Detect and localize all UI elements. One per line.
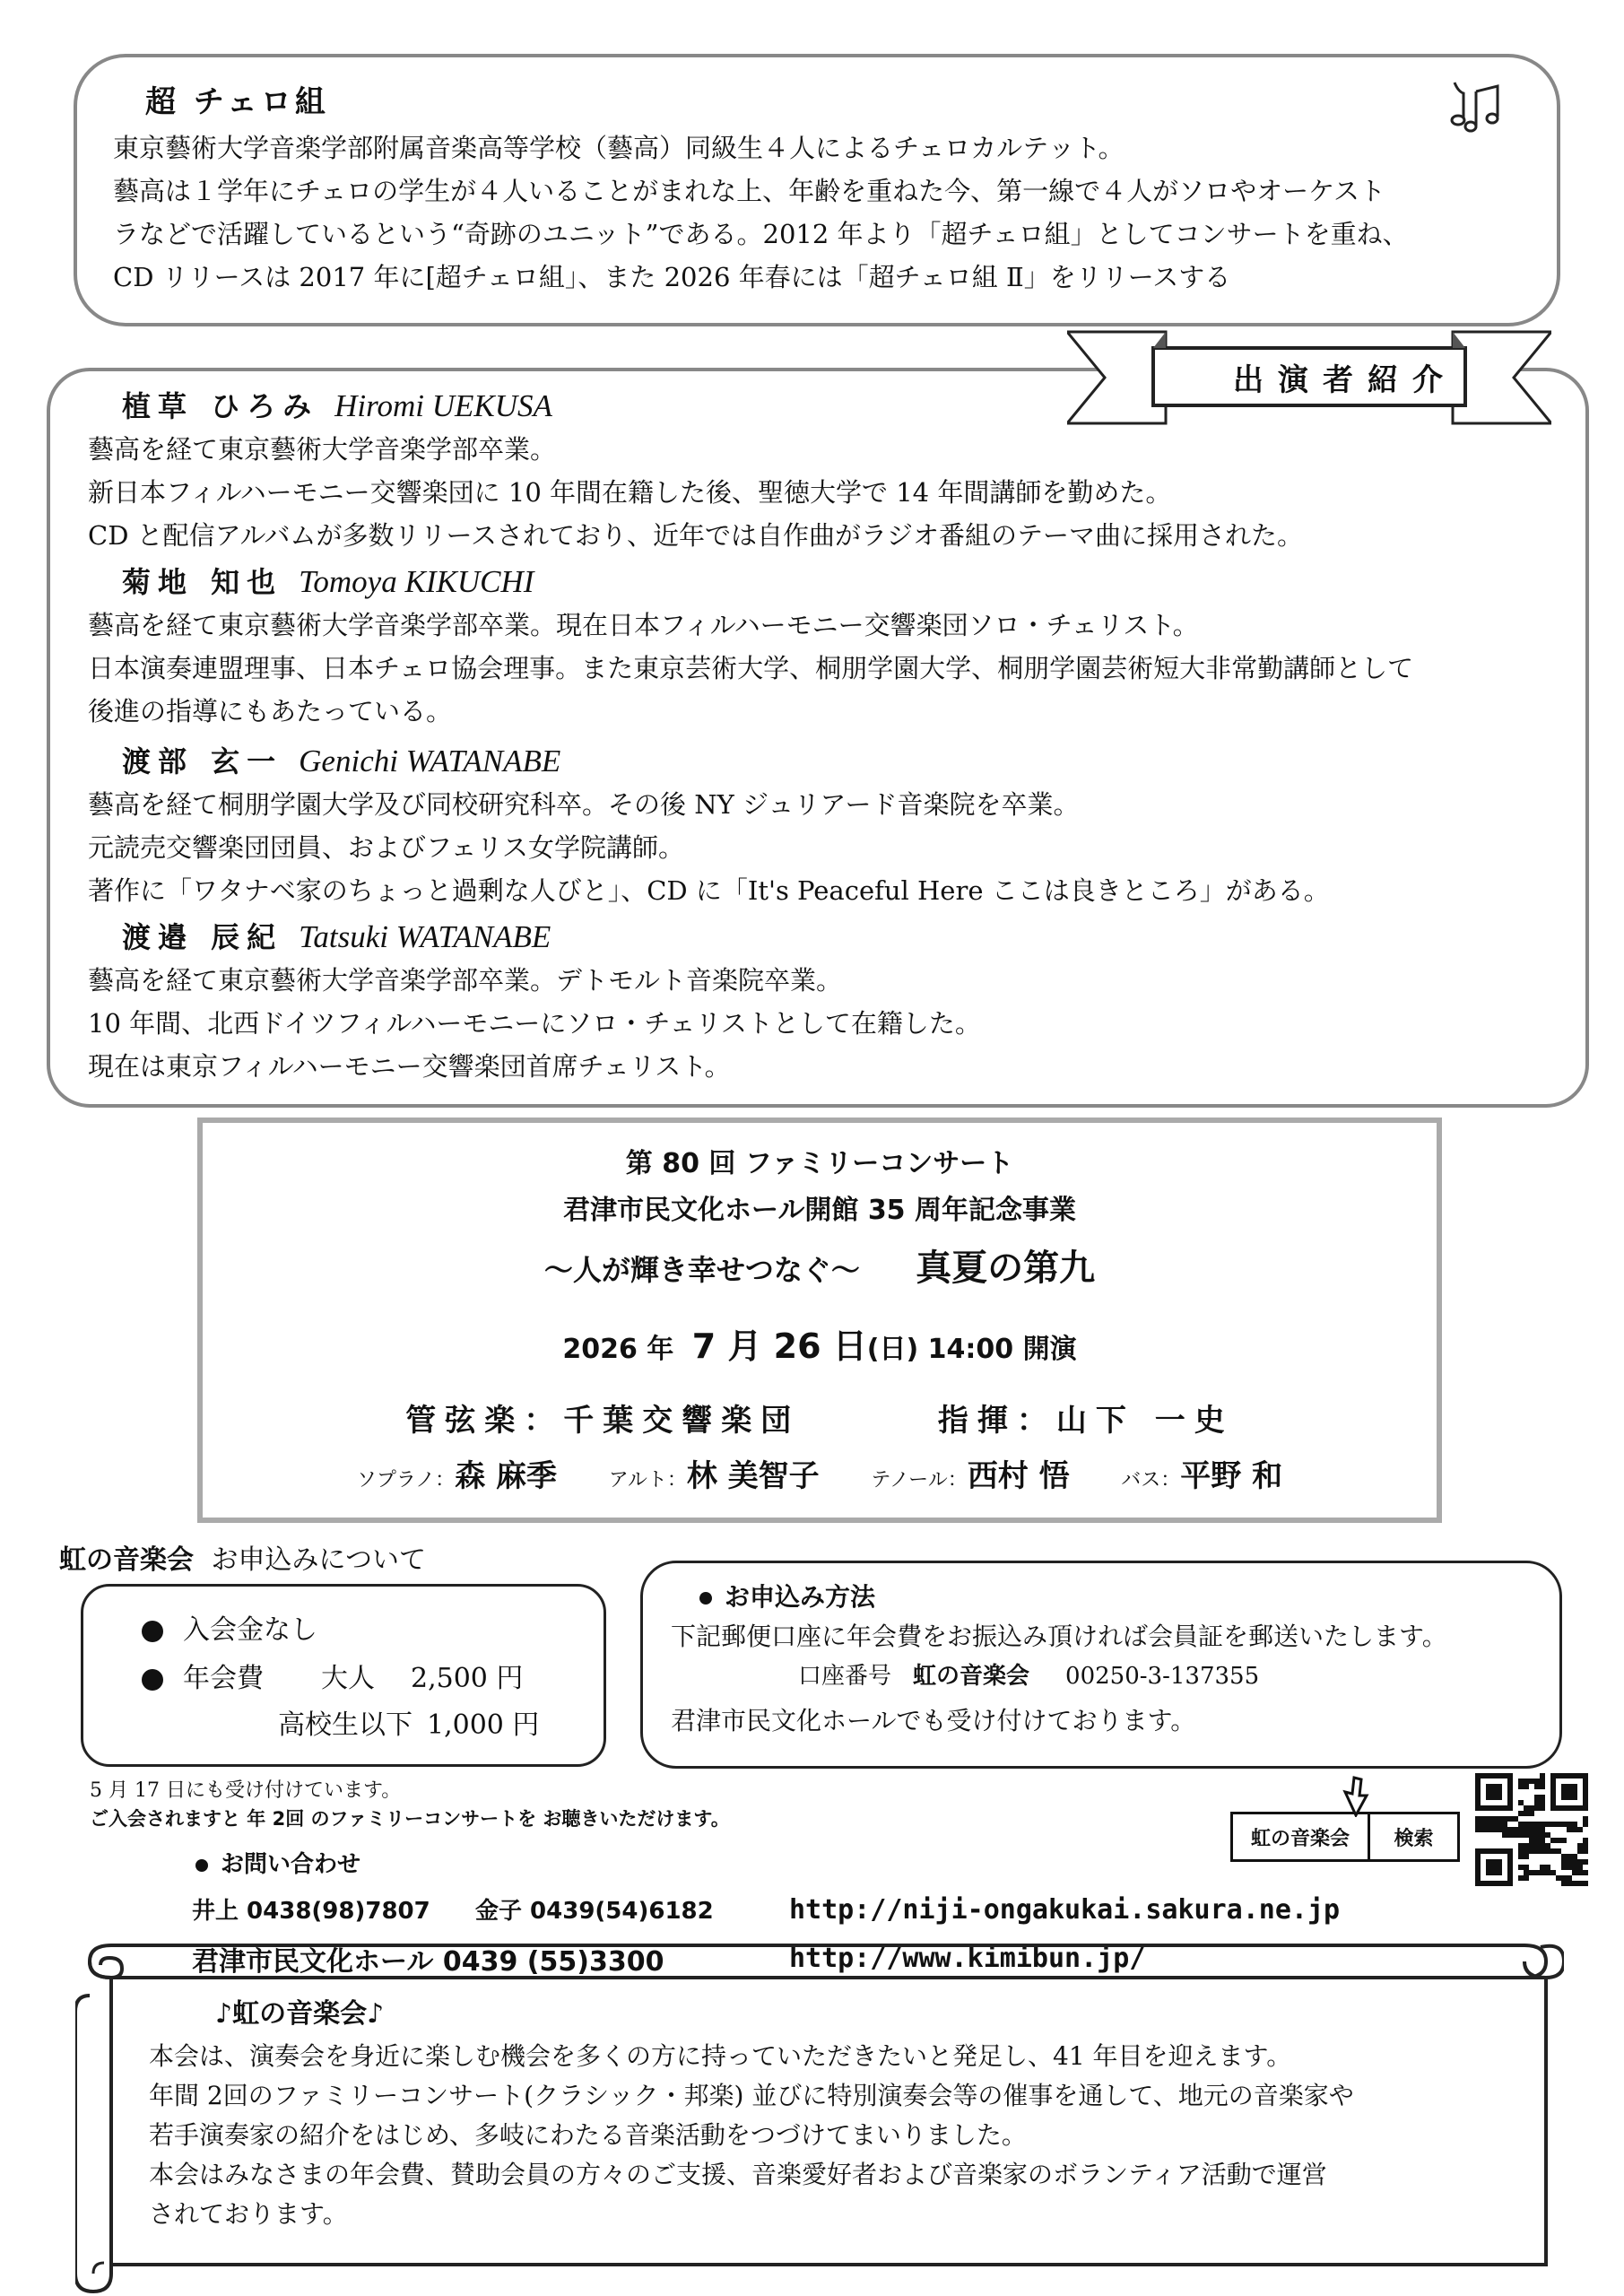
membership-note: 5 月 17 日にも受け付けています。 [90,1779,402,1802]
contact-title: お問い合わせ [195,1851,360,1879]
fee-student: 高校生以下 1,000 円 [278,1709,540,1741]
performer-bio-line: CD と配信アルバムが多数リリースされており、近年では自作曲がラジオ番組のテーマ曲に採用された。 [88,520,1304,551]
concert-title: 真夏の第九 [916,1248,1096,1289]
bullet-icon [699,1592,712,1605]
fee-annual: 年会費 大人 2,500 円 [142,1663,523,1695]
cello-group-line: 藝高は１学年にチェロの学生が４人いることがまれな上、年齢を重ねた今、第一線で４人がソロやオーケスト [113,176,1385,206]
cello-group-line: 東京藝術大学音楽学部附属音楽高等学校（藝高）同級生４人によるチェロカルテット。 [113,133,1125,163]
performers-banner-title: 出演者紹介 [1233,362,1457,398]
bullet-icon [142,1621,163,1642]
performer-bio-line: 著作に「ワタナベ家のちょっと過剰な人びと」、CD に「It's Peaceful Here ここは良きところ」がある。 [88,875,1330,906]
apply-line: 君津市民文化ホールでも受け付けております。 [671,1706,1196,1735]
about-line: 本会は、演奏会を身近に楽しむ機会を多くの方に持っていただきたいと発足し、41 年目を迎えます。 [149,2041,1292,2071]
cello-group-line: ラなどで活躍しているという“奇跡のユニット”である。2012 年より「超チェロ組」としてコンサートを重ね、 [113,219,1409,249]
hall-url-link[interactable]: http://www.kimibun.jp/ [789,1943,1146,1974]
performer-bio-line: 後進の指導にもあたっている。 [88,696,453,726]
about-line: 本会はみなさまの年会費、賛助会員の方々のご支援、音楽愛好者および音楽家のボランティア活動で運営 [149,2160,1327,2189]
performer-bio-line: 現在は東京フィルハーモニー交響楽団首席チェリスト。 [88,1051,731,1082]
membership-note: ご入会されますと 年 2回 のファミリーコンサートを お聴きいただけます。 [90,1808,730,1830]
bullet-icon [142,1669,163,1691]
apply-account: 口座番号 虹の音楽会 00250-3-137355 [798,1663,1260,1690]
concert-date: 2026 年 7 月 26 日(日) 14:00 開演 [562,1326,1077,1366]
conductor-name: 山下 一史 [1055,1403,1234,1439]
about-scroll-frame [75,1942,1564,2296]
about-line: されております。 [149,2199,348,2229]
contact-person: 井上 0438(98)7807 [192,1898,430,1925]
performer-name: 植草 ひろみ Hiromi UEKUSA [122,388,552,423]
performer-bio-line: 10 年間、北西ドイツフィルハーモニーにソロ・チェリストとして在籍した。 [88,1008,981,1039]
performer-bio-line: 藝高を経て東京藝術大学音楽学部卒業。現在日本フィルハーモニー交響楽団ソロ・チェリスト。 [88,610,1199,640]
performer-bio-line: 藝高を経て桐朋学園大学及び同校研究科卒。その後 NY ジュリアード音楽院を卒業。 [88,789,1080,820]
performer-bio-line: 藝高を経て東京藝術大学音楽学部卒業。デトモルト音楽院卒業。 [88,965,843,996]
performer-name: 渡邉 辰紀 Tatsuki WATANABE [122,919,551,954]
about-title: ♪虹の音楽会♪ [215,1998,385,2030]
cursor-icon [1338,1776,1374,1817]
search-box[interactable] [1230,1812,1460,1862]
fee-no-entry: 入会金なし [142,1614,317,1647]
membership-heading: 虹の音楽会 お申込みについて [59,1544,426,1576]
concert-series: 第 80 回 ファミリーコンサート [625,1148,1014,1179]
search-term: 虹の音楽会 [1233,1814,1370,1859]
orchestra-name: 千葉交響楽団 [563,1403,801,1439]
cello-group-title: 超 チェロ組 [145,84,329,120]
music-notes-icon [1446,75,1503,133]
about-line: 年間 2回のファミリーコンサート(クラシック・邦楽) 並びに特別演奏会等の催事を通して、地元の音楽家や [149,2081,1354,2110]
cello-group-line: CD リリースは 2017 年に[超チェロ組」、また 2026 年春には「超チェロ組 Ⅱ」をリリースする [113,262,1231,292]
concert-anniversary: 君津市民文化ホール開館 35 周年記念事業 [562,1195,1077,1226]
performer-name: 菊地 知也 Tomoya KIKUCHI [122,564,534,599]
performer-bio-line: 新日本フィルハーモニー交響楽団に 10 年間在籍した後、聖徳大学で 14 年間講師を勤めた。 [88,477,1172,508]
apply-line: 下記郵便口座に年会費をお振込み頂ければ会員証を郵送いたします。 [671,1622,1447,1651]
search-button[interactable]: 検索 [1394,1827,1434,1850]
concert-info-box [197,1118,1442,1523]
performer-bio-line: 元読売交響楽団団員、およびフェリス女学院講師。 [88,832,684,863]
bullet-icon [195,1859,208,1872]
hall-contact: 君津市民文化ホール 0439 (55)3300 [192,1946,664,1978]
performer-bio-line: 藝高を経て東京藝術大学音楽学部卒業。 [88,434,557,465]
performer-name: 渡部 玄一 Genichi WATANABE [122,744,561,778]
qr-code-icon[interactable] [1475,1773,1588,1886]
contact-person: 金子 0439(54)6182 [475,1898,714,1925]
concert-orchestra-row: 管弦楽：千葉交響楽団 指揮：山下 一史 [405,1403,1234,1439]
concert-soloists-row: ソプラノ：森 麻季 アルト：林 美智子 テノール：西村 悟 バス：平野 和 [356,1458,1283,1494]
contact-url-link[interactable]: http://niji-ongakukai.sakura.ne.jp [789,1894,1341,1926]
apply-title: お申込み方法 [699,1582,875,1613]
concert-subtitle: ～人が輝き幸せつなぐ～ [543,1253,860,1287]
performer-bio-line: 日本演奏連盟理事、日本チェロ協会理事。また東京芸術大学、桐朋学園大学、桐朋学園芸術短大非常勤講師として [88,653,1414,683]
about-line: 若手演奏家の紹介をはじめ、多岐にわたる音楽活動をつづけてまいりました。 [149,2120,1027,2150]
concert-title-row [203,1239,1437,1291]
